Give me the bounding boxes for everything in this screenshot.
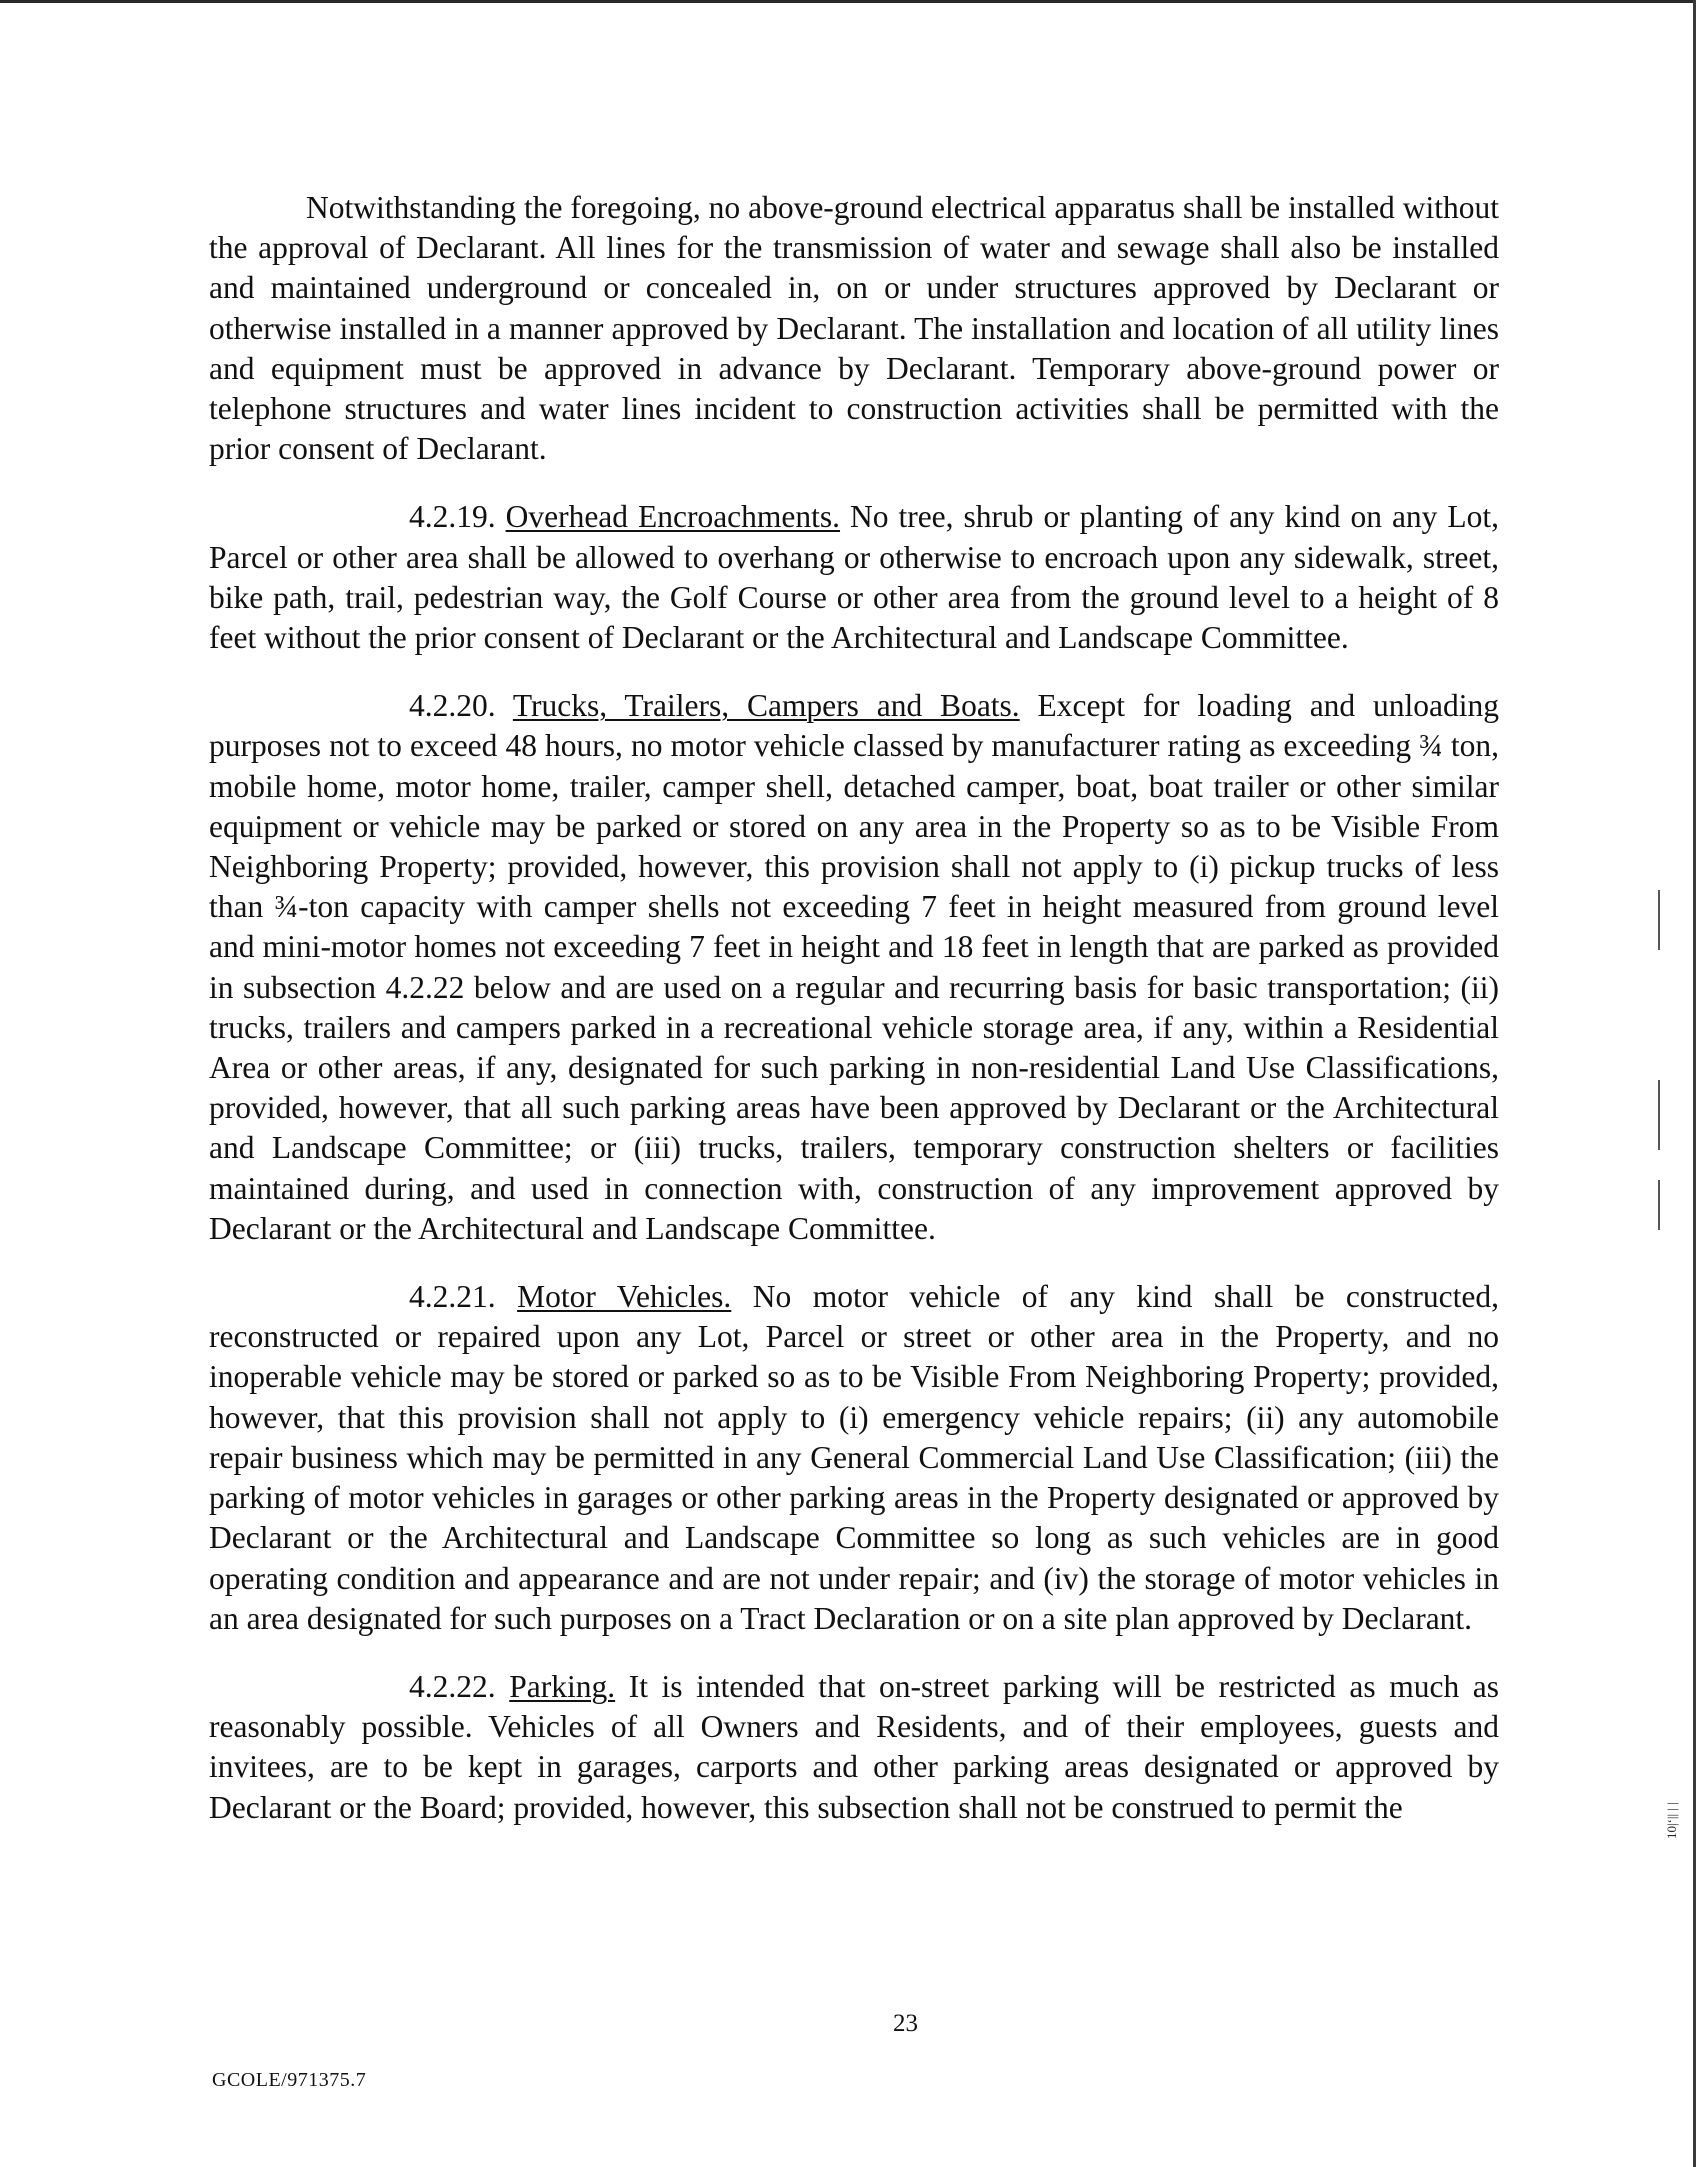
section-4-2-22	[209, 1667, 1499, 1828]
section-4-2-20	[209, 686, 1499, 1249]
section-title: Motor Vehicles.	[517, 1279, 732, 1315]
section-4-2-19	[209, 497, 1499, 658]
section-body: No tree, shrub or planting of any kind on any Lot, Parcel or other area shall be allowed to overhang or otherwise to encroach upon any sidewalk, street, bike path, trail, pedestrian way, the Golf Course or other area from the ground level to a height of 8 feet without the prior consent of Declarant or the Architectural and Landscape Committee.	[209, 499, 1500, 656]
paragraph-utilities: Notwithstanding the foregoing, no above-ground electrical apparatus shall be installed without the approval of Declarant. All lines for the transmission of water and sewage shall also be installed and maintained underground or concealed in, on or under structures approved by Declarant or otherwise installed in a manner approved by Declarant. The installation and location of all utility lines and equipment must be approved in advance by Declarant. Temporary above-ground power or telephone structures and water lines incident to construction activities shall be permitted with the prior consent of Declarant.	[209, 190, 1499, 467]
document-id: GCOLE/971375.7	[212, 2069, 367, 2091]
page-number: 23	[893, 2010, 918, 2037]
margin-stamp	[1658, 1574, 1686, 1844]
section-body: It is intended that on-street parking will be restricted as much as reasonably possible. Vehicles of all Owners and Residents, and of their employees, guests and invitees, are to be kept in garages, carports and other parking areas designated or approved by Declarant or the Board; provided, however, this subsection shall not be construed to permit the	[209, 1668, 1500, 1825]
document-body	[209, 188, 1499, 1856]
section-4-2-21	[209, 1277, 1499, 1639]
section-number: 4.2.22.	[409, 1668, 496, 1704]
section-title: Overhead Encroachments.	[505, 499, 841, 535]
section-body: Except for loading and unloading purposes not to exceed 48 hours, no motor vehicle classed by manufacturer rating as exceeding ¾ ton, mobile home, motor home, trailer, camper shell, detached camper, boat, boat trailer or other similar equipment or vehicle may be parked or stored on any area in the Property so as to be Visible From Neighboring Property; provided, however, this provision shall not apply to (i) pickup trucks of less than ¾-ton capacity with camper shells not exceeding 7 feet in height measured from ground level and mini-motor homes not exceeding 7 feet in height and 18 feet in length that are parked as provided in subsection 4.2.22 below and are used on a regular and recurring basis for basic transportation; (ii) trucks, trailers and campers parked in a recreational vehicle storage area, if any, within a Residential Area or other areas, if any, designated for such parking in non-residential Land Use Classifications, provided, however, that all such parking areas have been approved by Declarant or the Architectural and Landscape Committee; or (iii) trucks, trailers, temporary construction shelters or facilities maintained during, and used in connection with, construction of any improvement approved by Declarant or the Architectural and Landscape Committee.	[209, 688, 1499, 1246]
section-number: 4.2.21.	[409, 1279, 496, 1315]
section-body: No motor vehicle of any kind shall be constructed, reconstructed or repaired upon any Lot, Parcel or street or other area in the Property, and no inoperable vehicle may be stored or parked so as to be Visible From Neighboring Property; provided, however, that this provision shall not apply to (i) emergency vehicle repairs; (ii) any automobile repair business which may be permitted in any General Commercial Land Use Classification; (iii) the parking of motor vehicles in garages or other parking areas in the Property designated or approved by Declarant or the Architectural and Landscape Committee so long as such vehicles are in good operating condition and appearance and are not under repair; and (iv) the storage of motor vehicles in an area designated for such purposes on a Tract Declaration or on a site plan approved by Declarant.	[209, 1279, 1500, 1636]
scan-edge-tick	[1658, 1180, 1660, 1230]
section-number: 4.2.20.	[409, 688, 496, 724]
scan-edge-tick	[1658, 890, 1660, 950]
margin-stamp-text: 10|‘|| | |	[1664, 1802, 1679, 1839]
section-title: Trucks, Trailers, Campers and Boats.	[512, 688, 1020, 724]
scan-edge-tick	[1658, 1080, 1660, 1150]
section-number: 4.2.19.	[409, 499, 496, 535]
top-edge-line	[0, 0, 1696, 3]
section-title: Parking.	[509, 1668, 616, 1704]
